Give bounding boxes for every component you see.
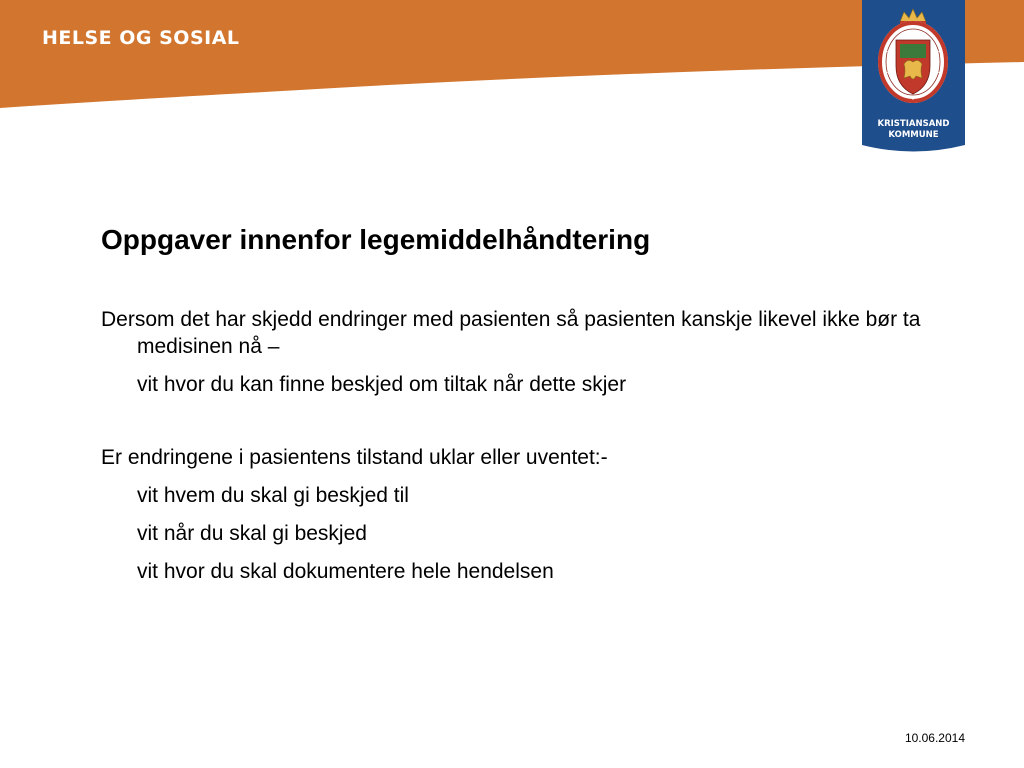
slide-body xyxy=(101,306,921,585)
footer-date: 10.06.2014 xyxy=(904,731,965,745)
paragraph-lead: Er endringene i pasientens tilstand uklar eller uventet:- xyxy=(101,446,608,469)
list-item: vit hvor du skal dokumentere hele hendelsen xyxy=(137,560,554,583)
list-item: vit når du skal gi beskjed xyxy=(137,522,367,545)
list-item: vit hvor du kan finne beskjed om tiltak når dette skjer xyxy=(137,373,627,396)
municipality-name: KRISTIANSAND xyxy=(877,119,950,129)
slide-title: Oppgaver innenfor legemiddelhåndtering xyxy=(101,224,651,255)
paragraph-lead: Dersom det har skjedd endringer med pasienten så pasienten kanskje likevel ikke bør ta medisinen nå – xyxy=(101,308,921,358)
municipality-type: KOMMUNE xyxy=(888,130,939,140)
list-item: vit hvem du skal gi beskjed til xyxy=(137,484,409,507)
department-title: HELSE OG SOSIAL xyxy=(42,27,240,49)
